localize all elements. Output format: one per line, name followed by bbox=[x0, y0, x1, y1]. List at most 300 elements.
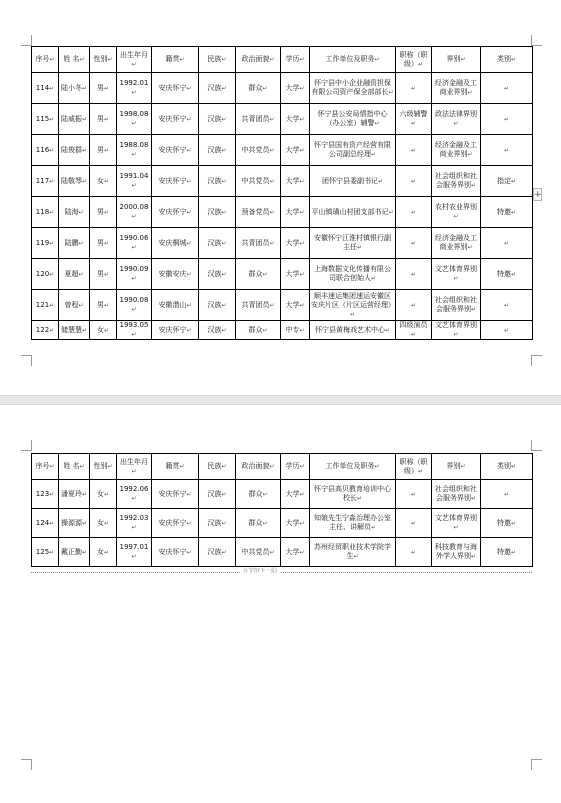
cell-text: 农村农业界别 bbox=[435, 203, 477, 211]
paragraph-mark: ↵ bbox=[186, 208, 192, 216]
cell-text: 陆海 bbox=[64, 207, 79, 216]
cell-title bbox=[396, 480, 432, 509]
cell-birth bbox=[117, 197, 152, 228]
cell-text: 安庆怀宁 bbox=[158, 489, 187, 498]
paragraph-mark: ↵ bbox=[49, 490, 55, 498]
cell-birth bbox=[117, 259, 152, 290]
paragraph-mark: ↵ bbox=[299, 270, 305, 278]
column-header bbox=[152, 454, 199, 480]
cell-edu bbox=[281, 166, 310, 197]
paragraph-mark: ↵ bbox=[269, 208, 275, 216]
cell-sex bbox=[90, 73, 117, 104]
cell-political bbox=[236, 290, 281, 321]
cell-title bbox=[396, 509, 432, 538]
paragraph-mark: ↵ bbox=[460, 463, 466, 470]
cell-sex bbox=[90, 228, 117, 259]
cell-edu bbox=[281, 197, 310, 228]
cell-text: 汉族 bbox=[207, 325, 222, 334]
cell-political bbox=[236, 73, 281, 104]
cell-edu bbox=[281, 480, 310, 509]
cell-text: 汉族 bbox=[207, 83, 222, 92]
paragraph-mark: ↵ bbox=[131, 275, 137, 282]
cell-no bbox=[32, 166, 59, 197]
cell-ethnic bbox=[199, 135, 236, 166]
paragraph-mark: ↵ bbox=[221, 84, 227, 92]
cell-text: 男 bbox=[96, 300, 104, 309]
paragraph-mark: ↵ bbox=[221, 463, 227, 470]
paragraph-mark: ↵ bbox=[103, 115, 110, 123]
table-row bbox=[32, 228, 533, 259]
cell-ethnic bbox=[199, 197, 236, 228]
cell-text: 怀宁县国有资产经营有限公司副总经理 bbox=[314, 141, 391, 158]
paragraph-mark: ↵ bbox=[299, 56, 305, 63]
paragraph-mark: ↵ bbox=[410, 177, 417, 185]
cell-text: 共青团员 bbox=[241, 114, 270, 123]
paragraph-mark: ↵ bbox=[470, 306, 477, 313]
cell-edu bbox=[281, 228, 310, 259]
crop-mark bbox=[21, 440, 32, 451]
paragraph-mark: ↵ bbox=[78, 239, 84, 247]
column-header bbox=[432, 47, 481, 73]
cell-name bbox=[59, 480, 90, 509]
cell-title bbox=[396, 259, 432, 290]
paragraph-mark: ↵ bbox=[410, 519, 417, 527]
paragraph-mark: ↵ bbox=[79, 56, 85, 63]
cell-text: 中专 bbox=[285, 325, 300, 334]
column-header bbox=[32, 47, 59, 73]
paragraph-mark: ↵ bbox=[81, 326, 88, 334]
cell-name bbox=[59, 259, 90, 290]
cell-text: 女 bbox=[96, 176, 104, 185]
cell-ethnic bbox=[199, 480, 236, 509]
paragraph-mark: ↵ bbox=[103, 177, 110, 185]
cell-sector bbox=[432, 228, 481, 259]
paragraph-mark: ↵ bbox=[221, 326, 227, 334]
cell-text: 特邀 bbox=[496, 207, 511, 216]
paragraph-mark: ↵ bbox=[131, 213, 137, 220]
cell-text: 汉族 bbox=[207, 547, 222, 556]
cell-text: 潘夏玲 bbox=[60, 489, 82, 498]
cell-text: 安庆怀宁 bbox=[158, 325, 187, 334]
paragraph-mark: ↵ bbox=[103, 239, 110, 247]
paragraph-mark: ↵ bbox=[453, 524, 459, 531]
column-header-label: 学历 bbox=[285, 462, 300, 470]
paragraph-mark: ↵ bbox=[374, 56, 380, 63]
paragraph-mark: ↵ bbox=[269, 115, 275, 123]
paragraph-mark: ↵ bbox=[107, 56, 113, 63]
cell-text: 苏州经贸职业技术学院学生 bbox=[314, 543, 391, 560]
cell-text: 政法法律界别 bbox=[435, 110, 477, 118]
cell-birth bbox=[117, 538, 152, 567]
paragraph-mark: ↵ bbox=[221, 208, 227, 216]
column-header bbox=[310, 454, 396, 480]
cell-ethnic bbox=[199, 166, 236, 197]
paragraph-mark: ↵ bbox=[49, 463, 55, 470]
paragraph-mark: ↵ bbox=[179, 56, 185, 63]
paragraph-mark: ↵ bbox=[103, 208, 110, 216]
paragraph-mark: ↵ bbox=[221, 548, 227, 556]
cell-sector bbox=[432, 321, 481, 340]
paragraph-mark: ↵ bbox=[370, 275, 377, 282]
paragraph-mark: ↵ bbox=[269, 548, 275, 556]
paragraph-mark: ↵ bbox=[131, 151, 137, 158]
cell-title bbox=[396, 166, 432, 197]
paragraph-mark: ↵ bbox=[503, 84, 510, 92]
cell-text: 汉族 bbox=[207, 300, 222, 309]
paragraph-mark: ↵ bbox=[503, 301, 510, 309]
cell-title bbox=[396, 135, 432, 166]
crop-mark bbox=[21, 35, 32, 46]
paragraph-mark: ↵ bbox=[262, 84, 268, 92]
cell-name bbox=[59, 104, 90, 135]
cell-origin bbox=[152, 104, 199, 135]
cell-text: 中共党员 bbox=[241, 176, 270, 185]
paragraph-mark: ↵ bbox=[410, 270, 417, 278]
cell-text: 团怀宁县委副书记 bbox=[321, 176, 378, 185]
paragraph-mark: ↵ bbox=[49, 56, 55, 63]
paragraph-mark: ↵ bbox=[107, 463, 113, 470]
cell-text: 1997.01 bbox=[119, 543, 149, 551]
table-row bbox=[32, 321, 533, 340]
table-row bbox=[32, 104, 533, 135]
column-header-label: 民族 bbox=[207, 55, 222, 63]
cell-birth bbox=[117, 290, 152, 321]
cell-text: 群众 bbox=[248, 518, 263, 527]
paragraph-mark: ↵ bbox=[186, 548, 192, 556]
cell-work bbox=[310, 321, 396, 340]
cell-sex bbox=[90, 166, 117, 197]
cell-text: 特邀 bbox=[496, 518, 511, 527]
cell-edu bbox=[281, 104, 310, 135]
column-header bbox=[396, 47, 432, 73]
paragraph-mark: ↵ bbox=[49, 84, 55, 92]
paragraph-mark: ↵ bbox=[81, 548, 88, 556]
table-row bbox=[32, 197, 533, 228]
cell-sex bbox=[90, 321, 117, 340]
paragraph-mark: ↵ bbox=[269, 146, 275, 154]
paragraph-mark: ↵ bbox=[384, 326, 391, 334]
cell-ethnic bbox=[199, 73, 236, 104]
cell-no bbox=[32, 290, 59, 321]
paragraph-mark: ↵ bbox=[103, 326, 110, 334]
cell-category bbox=[481, 228, 533, 259]
column-header bbox=[236, 454, 281, 480]
cell-text: 汉族 bbox=[207, 176, 222, 185]
paragraph-mark: ↵ bbox=[131, 495, 137, 502]
crop-mark bbox=[21, 355, 32, 366]
cell-birth bbox=[117, 228, 152, 259]
crop-mark bbox=[531, 35, 542, 46]
cell-text: 男 bbox=[96, 207, 104, 216]
paragraph-mark: ↵ bbox=[370, 151, 377, 158]
paragraph-mark: ↵ bbox=[510, 548, 517, 556]
table-row bbox=[32, 290, 533, 321]
paragraph-mark: ↵ bbox=[388, 89, 394, 96]
paragraph-mark: ↵ bbox=[299, 177, 305, 185]
paragraph-mark: ↵ bbox=[262, 326, 268, 334]
cell-birth bbox=[117, 480, 152, 509]
cell-work bbox=[310, 538, 396, 567]
paragraph-mark: ↵ bbox=[299, 84, 305, 92]
cell-text: 大学 bbox=[285, 518, 300, 527]
cell-work bbox=[310, 166, 396, 197]
paragraph-mark: ↵ bbox=[179, 463, 185, 470]
cell-work bbox=[310, 104, 396, 135]
paragraph-mark: ↵ bbox=[131, 244, 137, 251]
cell-edu bbox=[281, 259, 310, 290]
cell-ethnic bbox=[199, 259, 236, 290]
column-header bbox=[59, 454, 90, 480]
cell-text: 大学 bbox=[285, 238, 300, 247]
paragraph-mark: ↵ bbox=[453, 275, 459, 282]
column-header-label: 界别 bbox=[446, 55, 461, 63]
paragraph-mark: ↵ bbox=[131, 120, 137, 127]
paragraph-mark: ↵ bbox=[221, 177, 227, 185]
table-row bbox=[32, 259, 533, 290]
cell-work bbox=[310, 290, 396, 321]
cell-title bbox=[396, 290, 432, 321]
cell-name bbox=[59, 321, 90, 340]
paragraph-mark: ↵ bbox=[131, 182, 137, 189]
cell-text: 男 bbox=[96, 238, 104, 247]
cell-sex bbox=[90, 135, 117, 166]
cell-text: 汉族 bbox=[207, 518, 222, 527]
paragraph-mark: ↵ bbox=[410, 490, 417, 498]
paragraph-mark: ↵ bbox=[299, 463, 305, 470]
column-header bbox=[59, 47, 90, 73]
paragraph-mark: ↵ bbox=[299, 490, 305, 498]
paragraph-mark: ↵ bbox=[81, 146, 88, 154]
paragraph-mark: ↵ bbox=[356, 244, 363, 251]
cell-title bbox=[396, 197, 432, 228]
paragraph-mark: ↵ bbox=[370, 524, 377, 531]
section-break-label: 分节符(下一页) bbox=[240, 568, 280, 575]
paragraph-mark: ↵ bbox=[186, 239, 192, 247]
column-header bbox=[199, 47, 236, 73]
column-header-label: 性别 bbox=[93, 55, 108, 63]
cell-political bbox=[236, 538, 281, 567]
cell-ethnic bbox=[199, 104, 236, 135]
paragraph-mark: ↵ bbox=[356, 495, 363, 502]
paragraph-mark: ↵ bbox=[49, 301, 55, 309]
cell-origin bbox=[152, 509, 199, 538]
paragraph-mark: ↵ bbox=[470, 182, 477, 189]
add-row-button[interactable]: + bbox=[534, 190, 542, 200]
cell-text: 安庆怀宁 bbox=[158, 145, 187, 154]
cell-text: 文艺体育界别 bbox=[435, 514, 477, 522]
column-header-label: 工作单位及职务 bbox=[325, 462, 375, 470]
cell-ethnic bbox=[199, 321, 236, 340]
cell-no bbox=[32, 73, 59, 104]
paragraph-mark: ↵ bbox=[81, 115, 88, 123]
cell-text: 大学 bbox=[285, 269, 300, 278]
paragraph-mark: ↵ bbox=[269, 56, 275, 63]
cell-text: 怀宁县高贝教育培训中心校长 bbox=[314, 485, 391, 502]
cell-text: 118 bbox=[35, 207, 50, 216]
column-header bbox=[481, 47, 533, 73]
section-break-line bbox=[31, 572, 532, 573]
cell-text: 汉族 bbox=[207, 114, 222, 123]
cell-text: 女 bbox=[96, 518, 104, 527]
cell-title bbox=[396, 104, 432, 135]
cell-no bbox=[32, 135, 59, 166]
column-header-label: 籍贯 bbox=[165, 462, 180, 470]
cell-text: 预备党员 bbox=[241, 207, 270, 216]
paragraph-mark: ↵ bbox=[503, 239, 510, 247]
cell-text: 大学 bbox=[285, 207, 300, 216]
cell-text: 女 bbox=[96, 325, 104, 334]
cell-political bbox=[236, 321, 281, 340]
cell-text: 120 bbox=[35, 269, 50, 278]
paragraph-mark: ↵ bbox=[453, 120, 459, 127]
paragraph-mark: ↵ bbox=[299, 548, 305, 556]
paragraph-mark: ↵ bbox=[453, 331, 459, 338]
column-header-label: 性别 bbox=[93, 462, 108, 470]
paragraph-mark: ↵ bbox=[186, 84, 192, 92]
cell-text: 知娘先生宁淼治理办公室主任、讲解员 bbox=[314, 514, 391, 531]
paragraph-mark: ↵ bbox=[269, 177, 275, 185]
paragraph-mark: ↵ bbox=[510, 177, 517, 185]
cell-name bbox=[59, 197, 90, 228]
paragraph-mark: ↵ bbox=[503, 115, 510, 123]
cell-text: 经济金融及工商业界别 bbox=[435, 234, 477, 251]
paragraph-mark: ↵ bbox=[503, 490, 510, 498]
cell-text: 陆鹏 bbox=[64, 238, 79, 247]
cell-ethnic bbox=[199, 290, 236, 321]
cell-text: 1988.08 bbox=[119, 141, 149, 149]
paragraph-mark: ↵ bbox=[410, 208, 417, 216]
cell-text: 汉族 bbox=[207, 238, 222, 247]
cell-work bbox=[310, 228, 396, 259]
cell-origin bbox=[152, 228, 199, 259]
cell-text: 115 bbox=[35, 114, 50, 123]
paragraph-mark: ↵ bbox=[453, 213, 459, 220]
paragraph-mark: ↵ bbox=[221, 270, 227, 278]
cell-name bbox=[59, 228, 90, 259]
crop-mark bbox=[531, 440, 542, 451]
crop-mark bbox=[531, 355, 542, 366]
paragraph-mark: ↵ bbox=[81, 519, 88, 527]
cell-sector bbox=[432, 166, 481, 197]
member-table-page-1 bbox=[31, 46, 533, 340]
cell-political bbox=[236, 259, 281, 290]
column-header-label: 政治面貌 bbox=[241, 462, 270, 470]
cell-text: 116 bbox=[35, 145, 50, 154]
cell-text: 汉族 bbox=[207, 489, 222, 498]
column-header bbox=[117, 454, 152, 480]
cell-work bbox=[310, 480, 396, 509]
paragraph-mark: ↵ bbox=[269, 301, 275, 309]
cell-sex bbox=[90, 538, 117, 567]
paragraph-mark: ↵ bbox=[131, 306, 137, 313]
paragraph-mark: ↵ bbox=[470, 553, 477, 560]
paragraph-mark: ↵ bbox=[131, 60, 137, 68]
paragraph-mark: ↵ bbox=[78, 270, 84, 278]
paragraph-mark: ↵ bbox=[186, 177, 192, 185]
paragraph-mark: ↵ bbox=[49, 115, 55, 123]
cell-birth bbox=[117, 104, 152, 135]
paragraph-mark: ↵ bbox=[186, 270, 192, 278]
paragraph-mark: ↵ bbox=[103, 146, 110, 154]
paragraph-mark: ↵ bbox=[186, 519, 192, 527]
cell-work bbox=[310, 197, 396, 228]
cell-title bbox=[396, 538, 432, 567]
cell-origin bbox=[152, 290, 199, 321]
paragraph-mark: ↵ bbox=[78, 301, 84, 309]
cell-origin bbox=[152, 73, 199, 104]
crop-mark bbox=[21, 759, 32, 770]
cell-text: 1992.03 bbox=[119, 514, 149, 522]
paragraph-mark: ↵ bbox=[510, 270, 517, 278]
column-header bbox=[199, 454, 236, 480]
cell-text: 124 bbox=[35, 518, 50, 527]
column-header-label: 籍贯 bbox=[165, 55, 180, 63]
paragraph-mark: ↵ bbox=[81, 84, 88, 92]
paragraph-mark: ↵ bbox=[374, 120, 380, 127]
cell-text: 特邀 bbox=[496, 547, 511, 556]
column-header bbox=[117, 47, 152, 73]
column-header bbox=[396, 454, 432, 480]
paragraph-mark: ↵ bbox=[410, 331, 417, 338]
paragraph-mark: ↵ bbox=[103, 84, 110, 92]
paragraph-mark: ↵ bbox=[269, 463, 275, 470]
column-header bbox=[481, 454, 533, 480]
cell-text: 安庆怀宁 bbox=[158, 114, 187, 123]
paragraph-mark: ↵ bbox=[377, 177, 384, 185]
paragraph-mark: ↵ bbox=[49, 239, 55, 247]
cell-text: 共青团员 bbox=[241, 238, 270, 247]
cell-no bbox=[32, 259, 59, 290]
paragraph-mark: ↵ bbox=[131, 524, 137, 531]
paragraph-mark: ↵ bbox=[262, 270, 268, 278]
cell-text: 曾程 bbox=[64, 300, 79, 309]
paragraph-mark: ↵ bbox=[49, 270, 55, 278]
cell-sector bbox=[432, 73, 481, 104]
cell-text: 上海数据文化传播有限公司联合创始人 bbox=[314, 265, 391, 282]
cell-text: 大学 bbox=[285, 145, 300, 154]
cell-text: 操源源 bbox=[60, 518, 82, 527]
cell-birth bbox=[117, 166, 152, 197]
cell-text: 中共党员 bbox=[241, 547, 270, 556]
paragraph-mark: ↵ bbox=[503, 326, 510, 334]
cell-origin bbox=[152, 538, 199, 567]
cell-birth bbox=[117, 509, 152, 538]
table-body bbox=[32, 480, 533, 567]
paragraph-mark: ↵ bbox=[49, 177, 55, 185]
cell-text: 男 bbox=[96, 145, 104, 154]
paragraph-mark: ↵ bbox=[299, 115, 305, 123]
cell-text: 经济金融及工商业界别 bbox=[435, 79, 477, 96]
cell-text: 114 bbox=[35, 83, 50, 92]
paragraph-mark: ↵ bbox=[186, 301, 192, 309]
column-header bbox=[90, 47, 117, 73]
column-header-label: 序号 bbox=[35, 55, 50, 63]
paragraph-mark: ↵ bbox=[103, 270, 110, 278]
cell-political bbox=[236, 166, 281, 197]
paragraph-mark: ↵ bbox=[186, 490, 192, 498]
cell-text: 1992.01 bbox=[119, 79, 149, 87]
table-row bbox=[32, 135, 533, 166]
paragraph-mark: ↵ bbox=[221, 519, 227, 527]
page-gap bbox=[0, 395, 561, 405]
table-row bbox=[32, 166, 533, 197]
cell-origin bbox=[152, 480, 199, 509]
cell-political bbox=[236, 228, 281, 259]
cell-text: 安徽安庆 bbox=[158, 269, 187, 278]
cell-text: 文艺体育界别 bbox=[435, 321, 477, 329]
cell-edu bbox=[281, 290, 310, 321]
cell-text: 117 bbox=[35, 176, 50, 185]
